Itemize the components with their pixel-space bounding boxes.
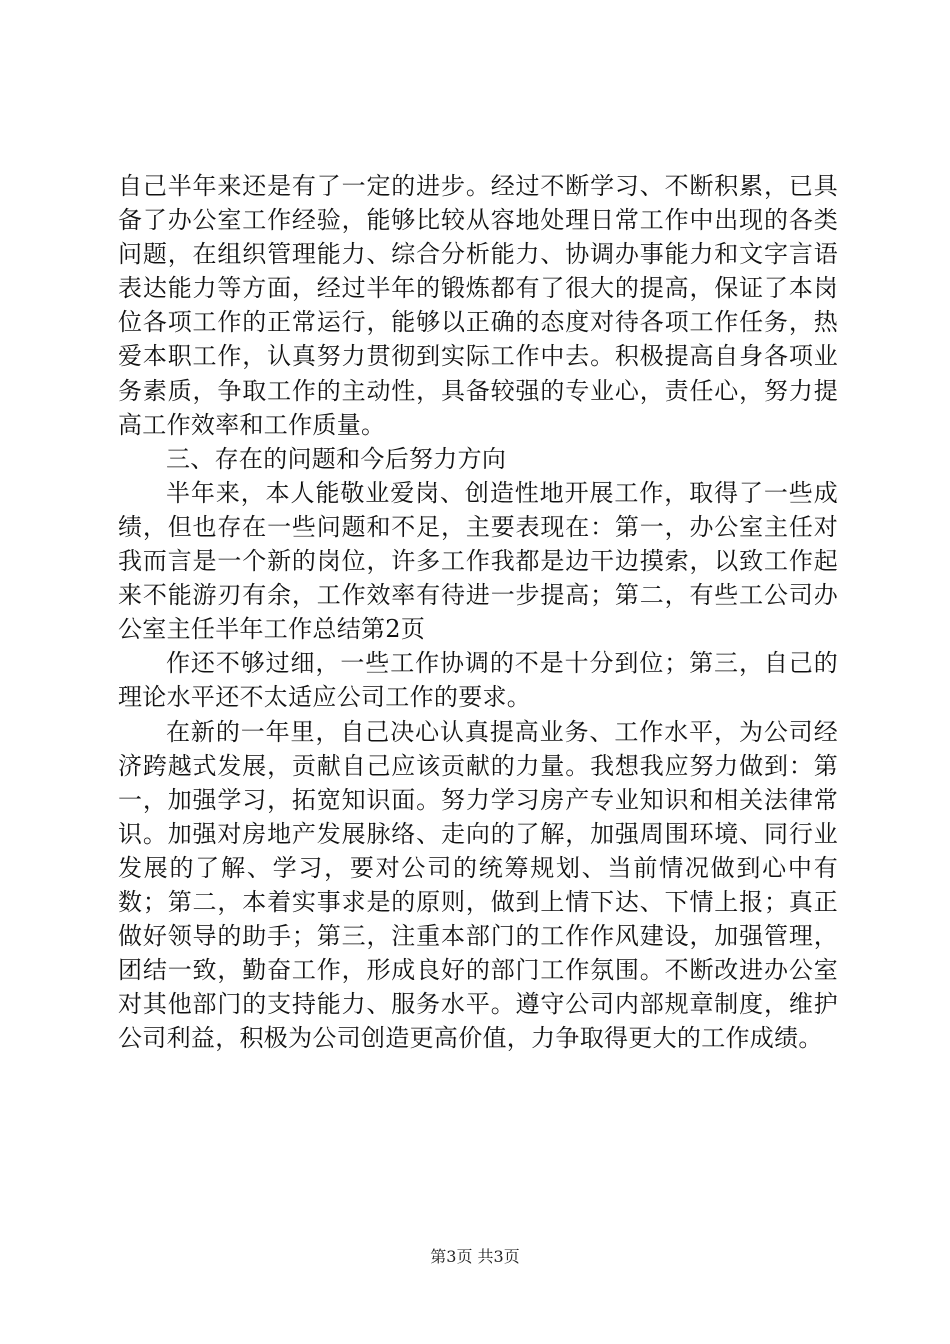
paragraph-4: 在新的一年里，自己决心认真提高业务、工作水平，为公司经济跨越式发展，贡献自己应该贡献的力量。我想我应努力做到：第一，加强学习，拓宽知识面。努力学习房产专业知识和相关法律常识。加强对房地产发展脉络、走向的了解，加强周围环境、同行业发展的了解、学习，要对公司的统筹规划、当前情况做到心中有数；第二，本着实事求是的原则，做到上情下达、下情上报；真正做好领导的助手；第三，注重本部门的工作作风建设，加强管理，团结一致，勤奋工作，形成良好的部门工作氛围。不断改进办公室对其他部门的支持能力、服务水平。遵守公司内部规章制度，维护公司利益，积极为公司创造更高价值，力争取得更大的工作成绩。 bbox=[118, 717, 838, 1053]
document-body bbox=[118, 169, 838, 1055]
paragraph-1: 自己半年来还是有了一定的进步。经过不断学习、不断积累，已具备了办公室工作经验，能够比较从容地处理日常工作中出现的各类问题，在组织管理能力、综合分析能力、协调办事能力和文字言语表达能力等方面，经过半年的锻炼都有了很大的提高，保证了本岗位各项工作的正常运行，能够以正确的态度对待各项工作任务，热爱本职工作，认真努力贯彻到实际工作中去。积极提高自身各项业务素质，争取工作的主动性，具备较强的专业心，责任心，努力提高工作效率和工作质量。 bbox=[118, 172, 838, 439]
section-heading-3: 三、存在的问题和今后努力方向 bbox=[166, 444, 507, 473]
paragraph-3: 作还不够过细，一些工作协调的不是十分到位；第三，自己的理论水平还不太适应公司工作的要求。 bbox=[118, 649, 838, 712]
page-number-footer: 第3页 共3页 bbox=[430, 1247, 520, 1266]
paragraph-2: 半年来，本人能敬业爱岗、创造性地开展工作，取得了一些成绩，但也存在一些问题和不足，主要表现在：第一，办公室主任对我而言是一个新的岗位，许多工作我都是边干边摸索，以致工作起来不能游刃有余，工作效率有待进一步提高；第二，有些工公司办公室主任半年工作总结第2页 bbox=[118, 478, 838, 644]
